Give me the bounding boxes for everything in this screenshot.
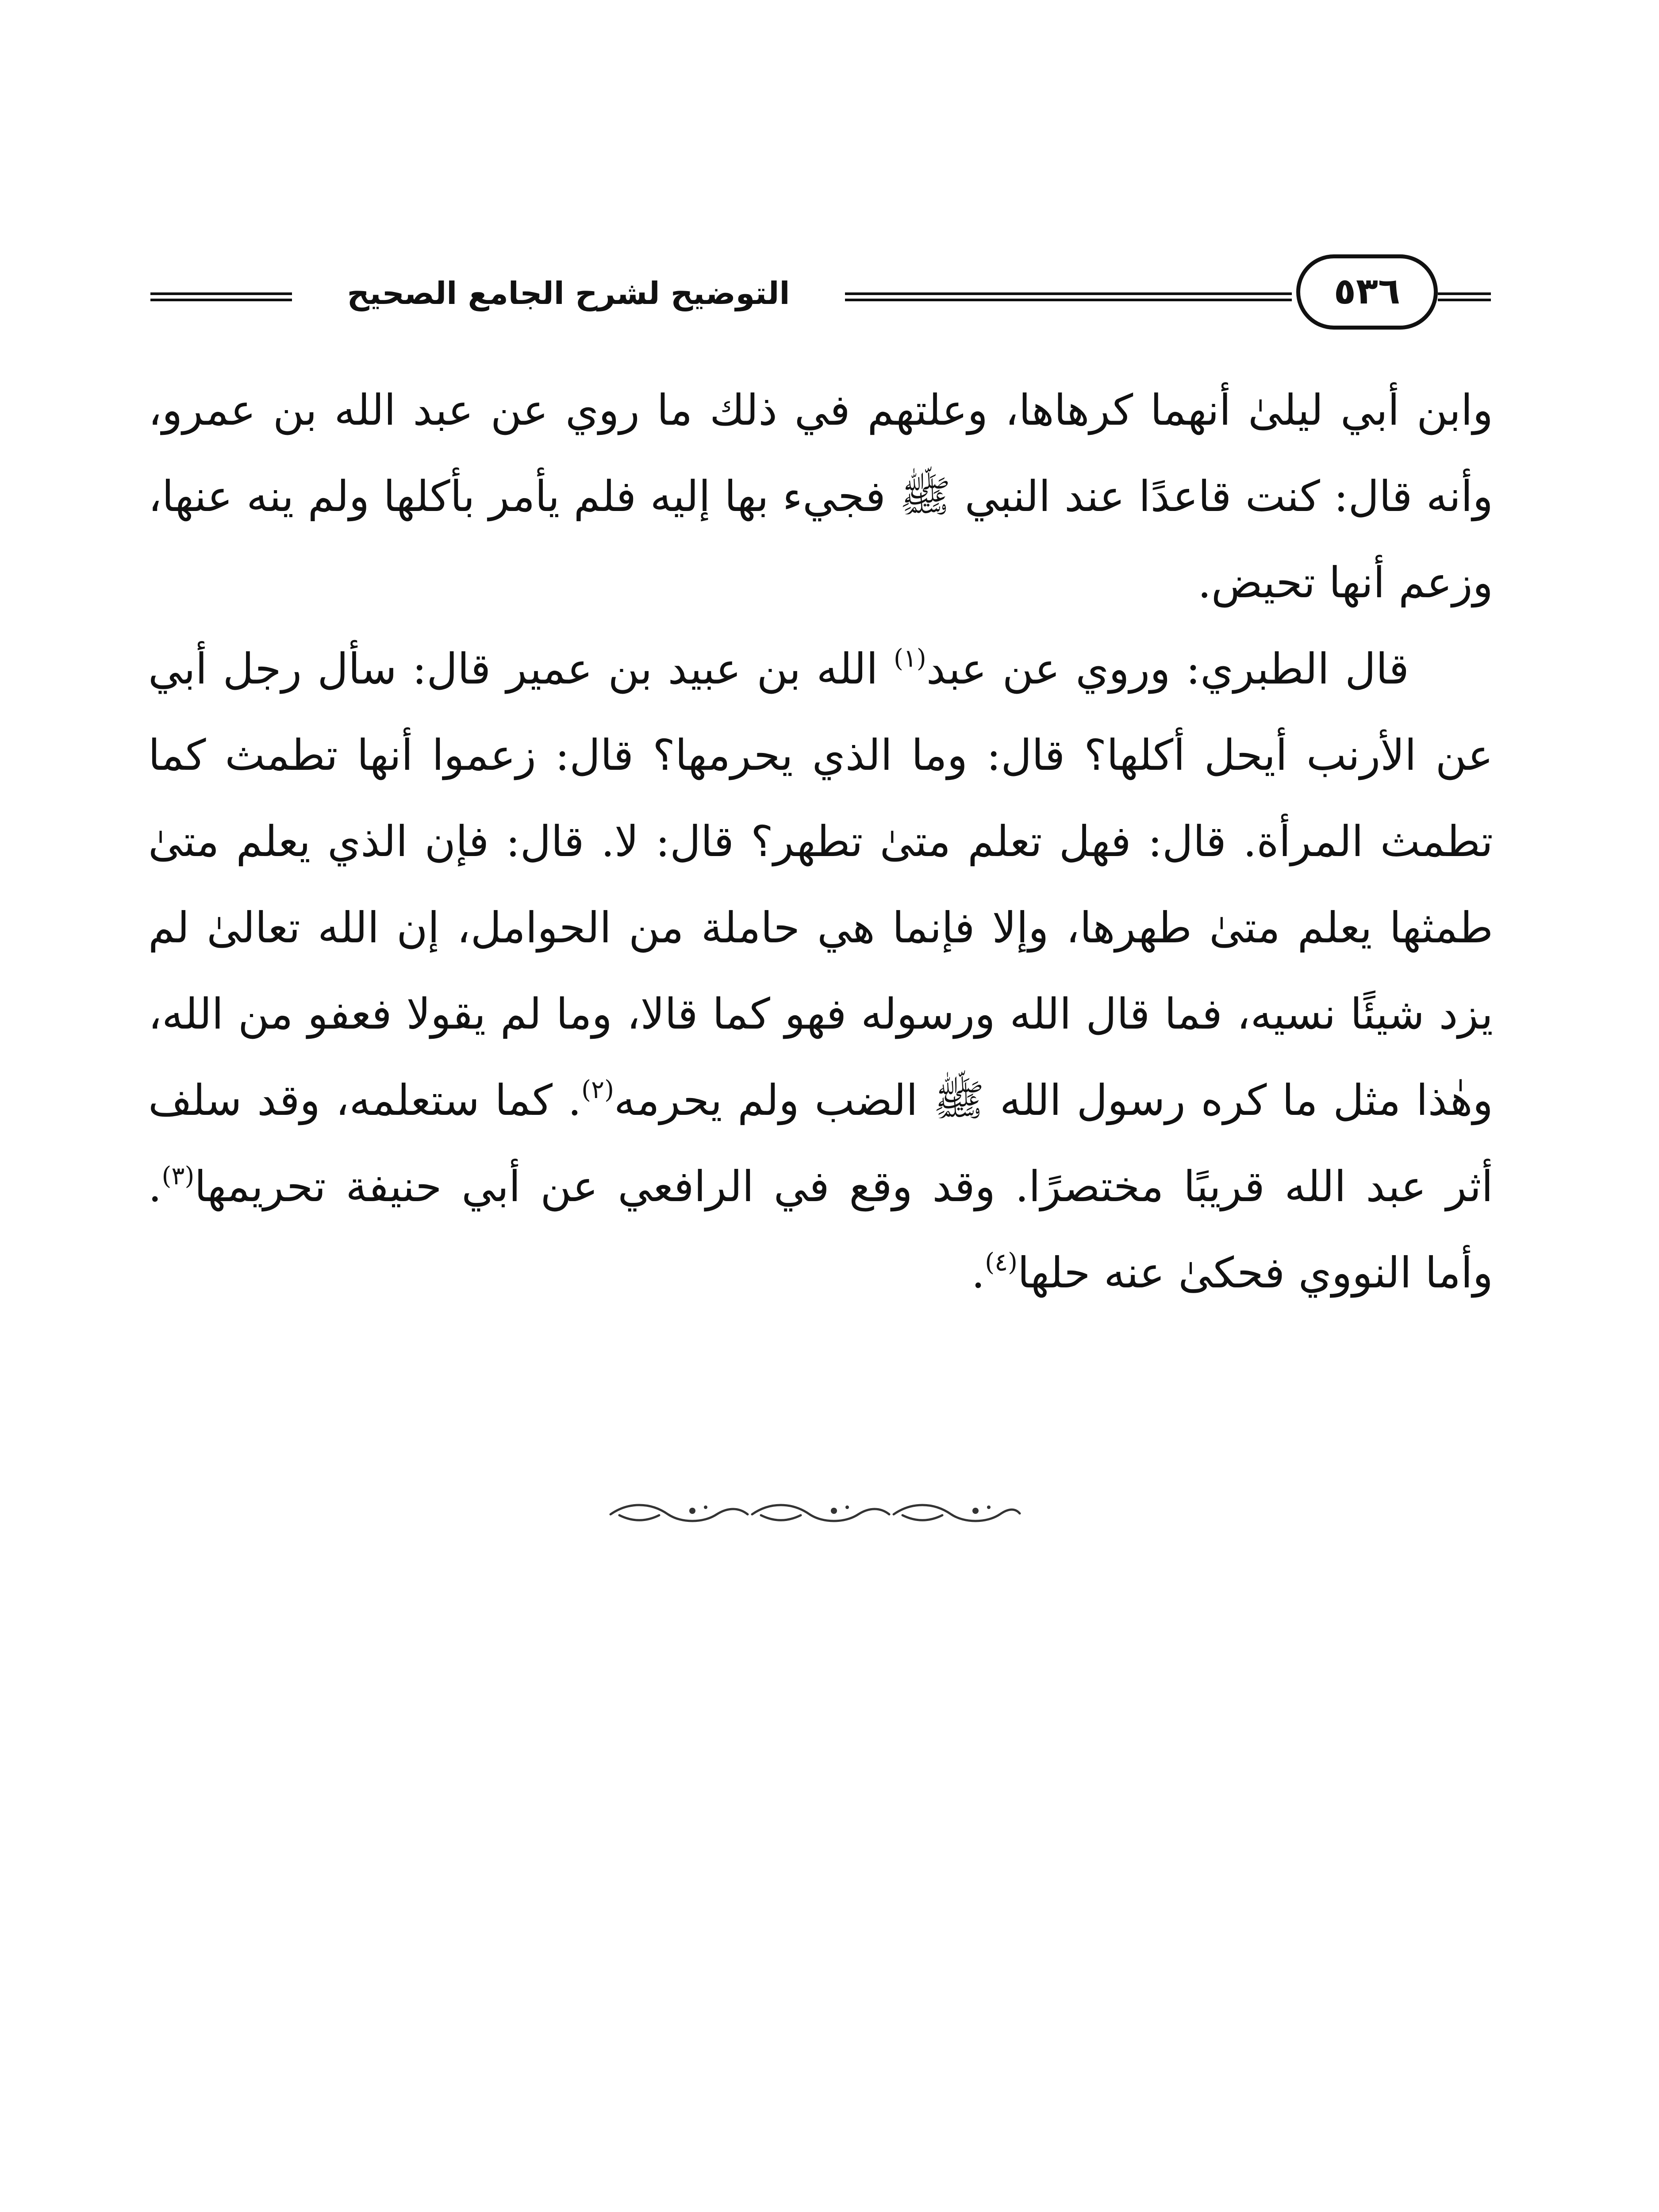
paragraph-2-part-a: قال الطبري: وروي عن عبد	[926, 644, 1409, 694]
header-rule-middle	[845, 292, 1292, 301]
footnote-ref-1: (١)	[893, 644, 926, 673]
main-text	[148, 367, 1493, 1316]
running-header	[142, 246, 1491, 334]
footnote-ref-2: (٢)	[581, 1075, 614, 1104]
page-number: ٥٣٦	[1296, 254, 1438, 330]
paragraph-2-part-d: . وأما النووي فحكىٰ عنه حلها	[148, 1162, 1493, 1298]
book-title: التوضيح لشرح الجامع الصحيح	[347, 275, 790, 311]
paragraph-2-part-c: . كما ستعلمه، وقد سلف أثر عبد الله قريبًا مختصرًا. وقد وقع في الرافعي عن أبي حنيفة تحريمها	[148, 1075, 1493, 1211]
section-end-ornament	[602, 1498, 1026, 1528]
footnote-ref-4: (٤)	[985, 1248, 1018, 1277]
paragraph-1: وابن أبي ليلىٰ أنهما كرهاها، وعلتهم في ذلك ما روي عن عبد الله بن عمرو، وأنه قال: كنت قاعدًا عند النبي ﷺ فجيء بها إليه فلم يأمر بأكلها ولم ينه عنها، وزعم أنها تحيض.	[148, 385, 1494, 607]
paragraph-2-part-b: الله بن عبيد بن عمير قال: سأل رجل أبي عن الأرنب أيحل أكلها؟ قال: وما الذي يحرمها؟ قال: زعموا أنها تطمث كما تطمث المرأة. قال: فهل تعلم متىٰ تطهر؟ قال: لا. قال: فإن الذي يعلم متىٰ طمثها يعلم متىٰ طهرها، وإلا فإنما هي حاملة من الحوامل، إن الله تعالىٰ لم يزد شيئًا نسيه، فما قال الله ورسوله فهو كما قالا، وما لم يقولا فعفو من الله، وهٰذا مثل ما كره رسول الله ﷺ الضب ولم يحرمه	[148, 644, 1494, 1125]
paragraph-2	[148, 626, 1493, 1316]
header-rule-left	[150, 292, 292, 301]
paragraph-2-part-e: .	[971, 1248, 985, 1298]
header-rule-right	[1438, 292, 1491, 301]
footnote-ref-3: (٣)	[161, 1162, 195, 1190]
